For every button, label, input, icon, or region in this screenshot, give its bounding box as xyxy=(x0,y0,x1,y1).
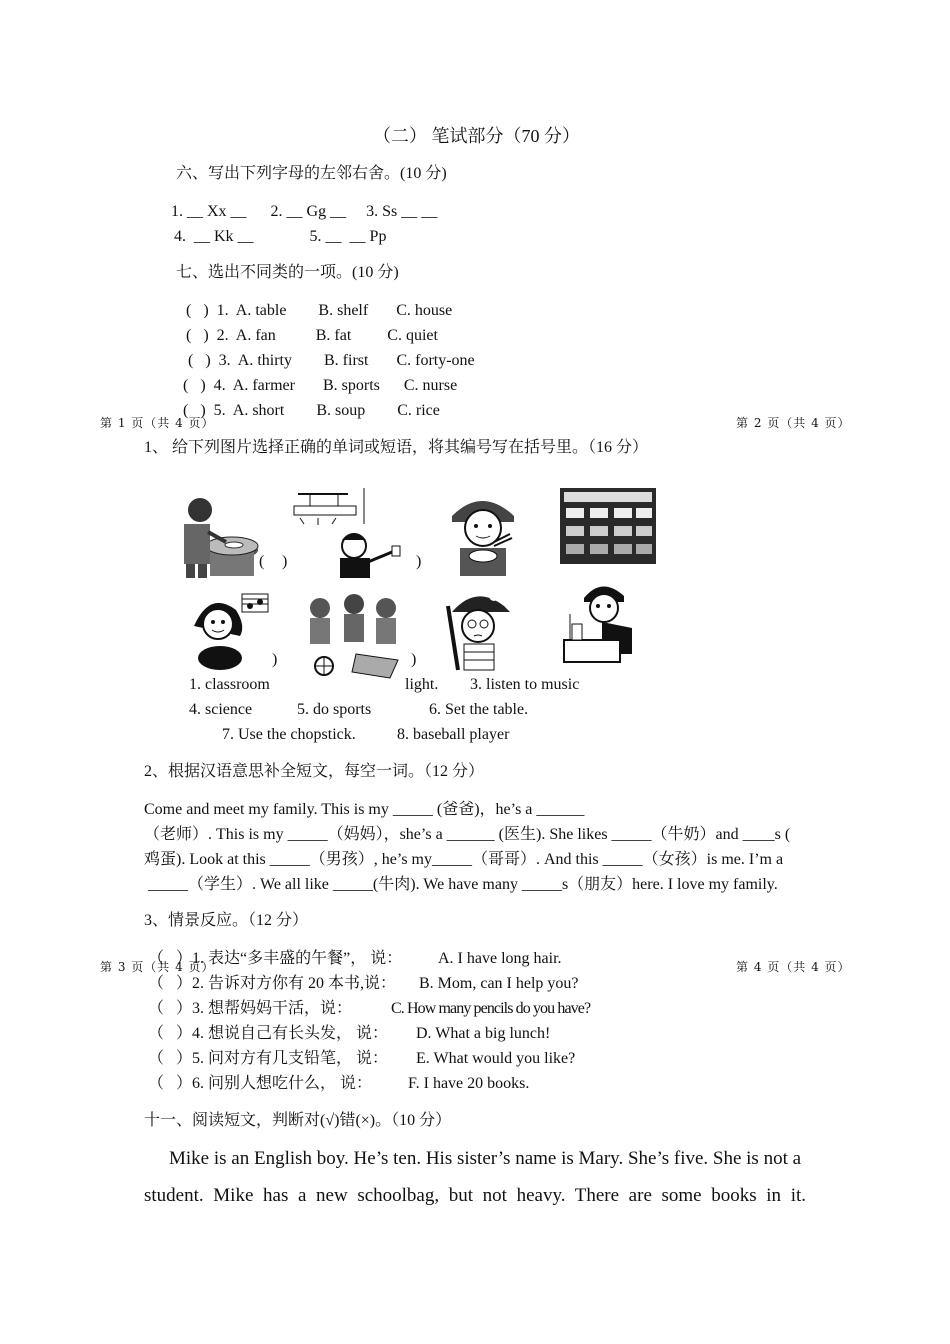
question-2-line: 鸡蛋). Look at this _____（男孩）, he’s my_____（哥哥）. And this _____（女孩）is me. I’m a xyxy=(144,851,784,868)
question-3-item-answer: D. What a big lunch! xyxy=(416,1025,551,1042)
question-1-heading: 1、 给下列图片选择正确的单词或短语，将其编号写在括号里。（16 分） xyxy=(144,439,649,456)
picture-girl-listening-to-music xyxy=(180,586,272,670)
section-11-heading: 十一、阅读短文，判断对(√)错(×)。（10 分） xyxy=(144,1112,452,1129)
question-2-line: Come and meet my family. This is my _____ (爸爸)，he’s a ______ xyxy=(144,801,585,818)
picture-boy-setting-table xyxy=(174,488,260,578)
picture-kids-doing-sports xyxy=(300,586,404,682)
section-6-line-2: 4. __ Kk __ 5. __ __ Pp xyxy=(174,228,387,245)
option-baseball-player: 8. baseball player xyxy=(397,726,510,743)
question-2-heading: 2、根据汉语意思补全短文，每空一词。（12 分） xyxy=(144,763,485,780)
section-7-item: ( ) 5. A. short B. soup C. rice xyxy=(183,402,440,419)
page-label-4: 第 4 页（共 4 页） xyxy=(736,960,851,974)
page-label-3: 第 3 页（共 4 页） xyxy=(100,960,215,974)
option-do-sports: 5. do sports xyxy=(297,701,372,718)
section-6-line-1: 1. __ Xx __ 2. __ Gg __ 3. Ss __ __ xyxy=(171,203,438,220)
question-3-item-answer: A. I have long hair. xyxy=(438,950,562,967)
section-7-item: ( ) 2. A. fan B. fat C. quiet xyxy=(186,327,438,344)
section-7-item: ( ) 1. A. table B. shelf C. house xyxy=(186,302,453,319)
option-listen-to-music: 3. listen to music xyxy=(470,676,580,693)
page-label-2: 第 2 页（共 4 页） xyxy=(736,416,851,430)
question-3-item-prompt: （ ）3. 想帮妈妈干活，说： xyxy=(148,1000,353,1017)
page-label-1: 第 1 页（共 4 页） xyxy=(100,416,215,430)
answer-bracket-open: ( xyxy=(259,553,265,570)
question-3-item-prompt: （ ）1. 表达“多丰盛的午餐”， 说： xyxy=(148,950,403,967)
picture-boy-doing-science xyxy=(562,578,636,668)
picture-classroom xyxy=(560,488,656,564)
option-classroom: 1. classroom xyxy=(189,676,270,693)
question-3-item-answer: C. How many pencils do you have? xyxy=(391,1000,591,1017)
section-7-item: ( ) 3. A. thirty B. first C. forty-one xyxy=(188,352,475,369)
answer-bracket-close: ) xyxy=(416,553,422,570)
question-3-item-answer: E. What would you like? xyxy=(416,1050,576,1067)
question-3-item-answer: B. Mom, can I help you? xyxy=(419,975,579,992)
reading-passage-line-1: Mike is an English boy. He’s ten. His sister’s name is Mary. She’s five. She is not a xyxy=(169,1148,802,1169)
question-3-item-prompt: （ ）2. 告诉对方你有 20 本书,说： xyxy=(148,975,397,992)
question-3-item-prompt: （ ）5. 问对方有几支铅笔， 说： xyxy=(148,1050,389,1067)
question-3-item-prompt: （ ）6. 问别人想吃什么， 说： xyxy=(148,1075,373,1092)
section-7-item: ( ) 4. A. farmer B. sports C. nurse xyxy=(183,377,458,394)
option-use-the-chopstick: 7. Use the chopstick. xyxy=(222,726,356,743)
question-2-line: _____（学生）. We all like _____(牛肉). We have many _____s（朋友）here. I love my family. xyxy=(144,876,778,893)
option-set-the-table: 6. Set the table. xyxy=(429,701,529,718)
question-3-item-answer: F. I have 20 books. xyxy=(408,1075,530,1092)
option-science: 4. science xyxy=(189,701,253,718)
picture-boy-eating-with-chopsticks xyxy=(446,490,520,576)
answer-bracket-close: ) xyxy=(282,553,288,570)
question-3-item-prompt: （ ）4. 想说自己有长头发， 说： xyxy=(148,1025,389,1042)
reading-passage-line-2: student. Mike has a new schoolbag, but not heavy. There are some books in it. xyxy=(144,1185,806,1206)
answer-bracket-close: ) xyxy=(411,651,417,668)
answer-bracket-close: ) xyxy=(272,651,278,668)
picture-boy-turning-on-light xyxy=(288,488,408,578)
section-6-heading: 六、写出下列字母的左邻右舍。(10 分) xyxy=(176,165,447,182)
question-2-line: （老师）. This is my _____（妈妈），she’s a ______ (医生). She likes _____（牛奶）and ____s ( xyxy=(144,826,791,843)
page-title: （二） 笔试部分（70 分） xyxy=(373,126,580,146)
picture-baseball-player xyxy=(442,584,518,676)
option-light: light. xyxy=(405,676,439,693)
question-3-heading: 3、情景反应。（12 分） xyxy=(144,912,309,929)
section-7-heading: 七、选出不同类的一项。(10 分) xyxy=(176,264,399,281)
